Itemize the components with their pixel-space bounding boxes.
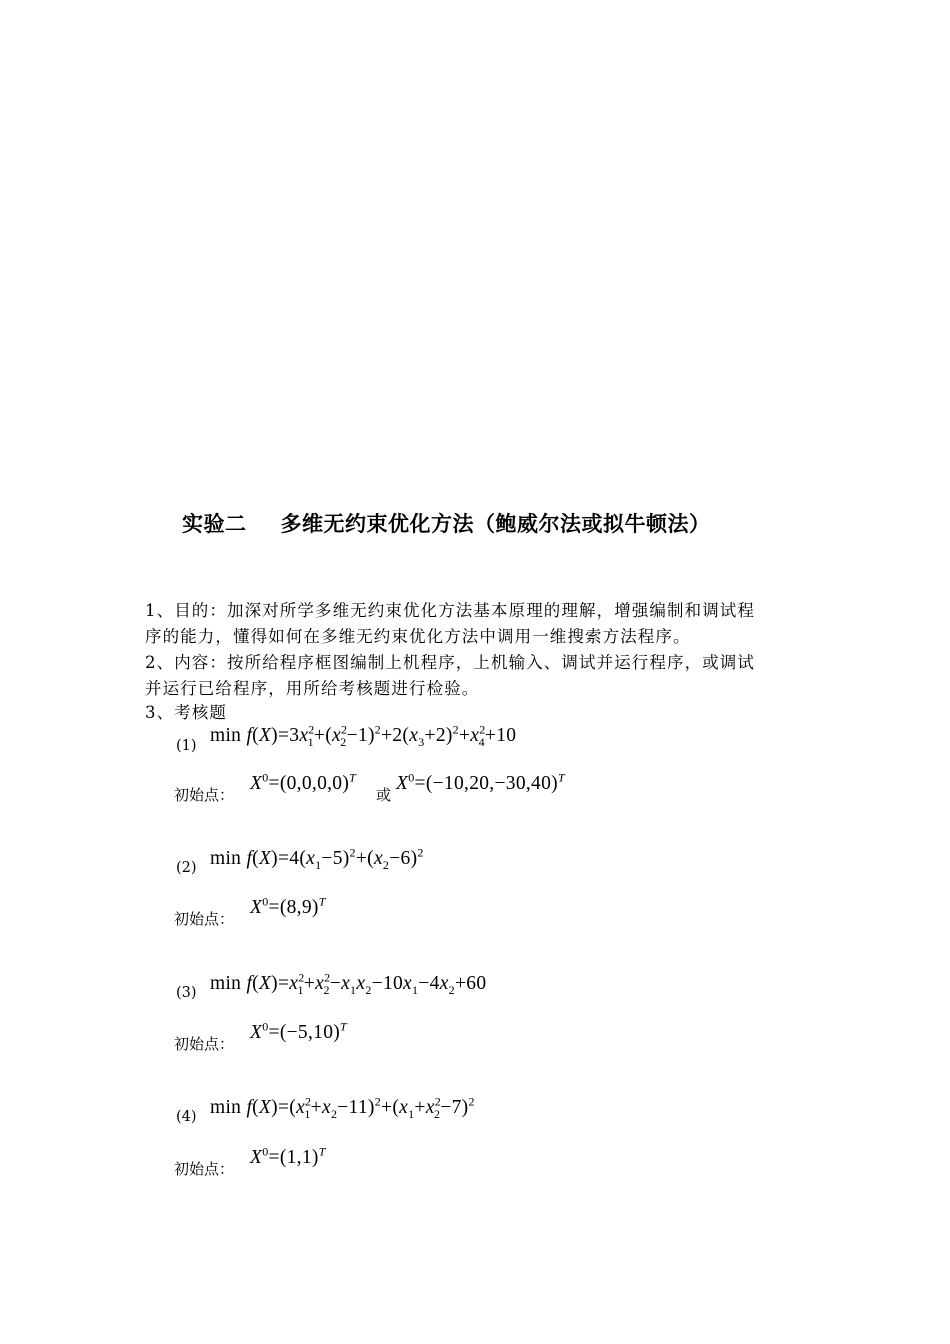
title-right: 多维无约束优化方法（鲍威尔法或拟牛顿法） bbox=[280, 512, 711, 536]
problem-1-or: 或 bbox=[376, 786, 392, 804]
section-1-line-2: 序的能力，懂得如何在多维无约束优化方法中调用一维搜索方法程序。 bbox=[145, 627, 691, 646]
section-2-line-1: 2、内容：按所给程序框图编制上机程序，上机输入、调试并运行程序，或调试 bbox=[145, 653, 755, 672]
section-3-heading: 3、考核题 bbox=[145, 703, 227, 722]
problem-4-objective: $\min f(X)=(x^2_1+x_2-11)^2+(x_1+x^2_2-7)^2$ bbox=[210, 1094, 475, 1121]
problem-2-objective: $\min f(X)=4(x_1-5)^2+(x_2-6)^2$ bbox=[210, 845, 424, 872]
section-2-line-2: 并运行已给程序，用所给考核题进行检验。 bbox=[145, 679, 480, 698]
title-left: 实验二 bbox=[182, 512, 247, 536]
problem-1-start-point-b: $X^0=(-10,20,-30,40)^T$ bbox=[396, 770, 565, 794]
problem-1-init-label: 初始点： bbox=[174, 786, 235, 804]
problem-2-init-label: 初始点： bbox=[174, 910, 235, 928]
problem-3-start-point: $X^0=(-5,10)^T$ bbox=[250, 1019, 348, 1043]
problem-4-init-label: 初始点： bbox=[174, 1160, 235, 1178]
problem-2-number: (2) bbox=[176, 860, 197, 876]
problem-3-number: (3) bbox=[176, 985, 197, 1001]
experiment-title bbox=[182, 508, 711, 538]
problem-1-start-point-a: $X^0=(0,0,0,0)^T$ bbox=[250, 770, 357, 794]
problem-4-number: (4) bbox=[176, 1109, 197, 1125]
problem-2-start-point: $X^0=(8,9)^T$ bbox=[250, 894, 326, 918]
problem-1-number: (1) bbox=[176, 738, 197, 754]
problem-3-init-label: 初始点： bbox=[174, 1035, 235, 1053]
problem-1-objective: $\min f(X)=3x^2_1+(x^2_2-1)^2+2(x_3+2)^2+x^2_4+10$ bbox=[210, 722, 517, 749]
problem-4-start-point: $X^0=(1,1)^T$ bbox=[250, 1144, 326, 1168]
problem-3-objective: $\min f(X)=x^2_1+x^2_2-x_1x_2-10x_1-4x_2+60$ bbox=[210, 970, 487, 997]
section-1-line-1: 1、目的：加深对所学多维无约束优化方法基本原理的理解，增强编制和调试程 bbox=[145, 601, 755, 620]
